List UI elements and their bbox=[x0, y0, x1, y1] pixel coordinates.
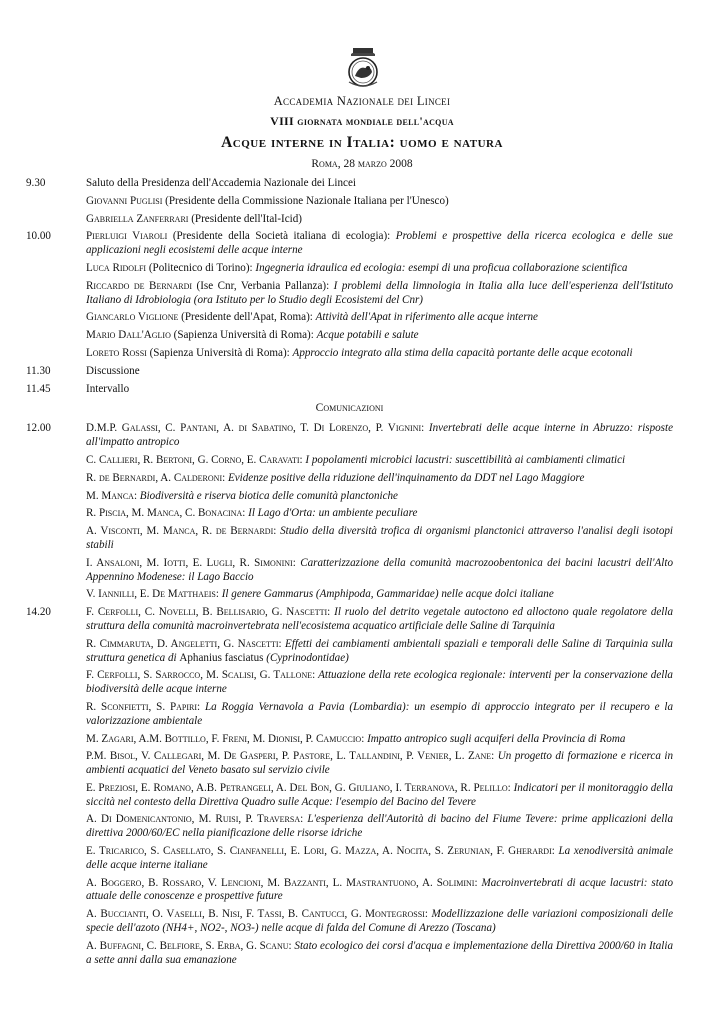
talk-title: Effetti dei cambiamenti ambientali spaziali e temporali delle Saline di Tarquinia sulla struttura genetica di bbox=[86, 637, 673, 664]
event-date: Roma, 28 marzo 2008 bbox=[311, 158, 413, 170]
program-time bbox=[26, 733, 86, 747]
academy-crest-logo bbox=[343, 44, 383, 90]
authors: D.M.P. Galassi, C. Pantani, A. di Sabatino, T. Di Lorenzo, P. Vignini: bbox=[86, 422, 425, 435]
talk-title: L'esperienza dell'Autorità di bacino del Fiume Tevere: prime applicazioni della direttiva 2000/60/EC nella pianificazione delle risorse idriche bbox=[86, 813, 673, 840]
communication-row bbox=[26, 490, 673, 504]
program-time: 9.30 bbox=[26, 177, 46, 189]
talk-title: Acque potabili e salute bbox=[316, 329, 419, 342]
talk-title: I popolamenti microbici lacustri: suscettibilità ai cambiamenti climatici bbox=[302, 453, 626, 466]
talk-title: Evidenze positive della riduzione dell'inquinamento da DDT nel Lago Maggiore bbox=[225, 471, 585, 484]
authors: A. Boggero, B. Rossaro, V. Lencioni, M. Bazzanti, L. Mastrantuono, A. Solimini: bbox=[86, 876, 478, 889]
authors: R. Sconfietti, S. Papiri: bbox=[86, 700, 201, 713]
program-row bbox=[26, 347, 673, 361]
program-time bbox=[26, 311, 86, 325]
program-time bbox=[26, 280, 86, 308]
talk-title: La xenodiversità animale delle acque interne italiane bbox=[86, 845, 673, 871]
program-time bbox=[26, 329, 86, 343]
speaker-name: Gabriella Zanferrari bbox=[86, 212, 189, 225]
program-row bbox=[26, 195, 673, 209]
program-time bbox=[26, 813, 86, 841]
speaker-name: Giancarlo Viglione bbox=[86, 311, 179, 324]
talk-title: Problemi e prospettive della ricerca ecologica e delle sue applicazioni negli ecosistemi delle acque interne bbox=[86, 230, 673, 257]
section-heading: Comunicazioni bbox=[315, 402, 384, 415]
program-list bbox=[26, 177, 673, 971]
program-time bbox=[26, 262, 86, 276]
talk-title: La Roggia Vernavola a Pavia (Lombardia): un esempio di approccio integrato per il recupero e la valorizzazione ambientale bbox=[86, 700, 674, 727]
program-row bbox=[26, 213, 673, 227]
authors: C. Callieri, R. Bertoni, G. Corno, E. Caravati: bbox=[86, 453, 303, 466]
talk-title: Attuazione della rete ecologica regionale: interventi per la conservazione della biodiversità delle acque interne bbox=[86, 669, 673, 696]
speaker-name: Pierluigi Viaroli bbox=[86, 230, 168, 243]
program-row bbox=[26, 262, 673, 276]
authors: V. Iannilli, E. De Matthaeis: bbox=[86, 588, 219, 601]
communication-row bbox=[26, 940, 673, 968]
authors: M. Zagari, A.M. Bottillo, F. Freni, M. Dionisi, P. Camuccio: bbox=[86, 732, 365, 745]
authors: R. de Bernardi, A. Calderoni: bbox=[86, 471, 226, 484]
program-time: 12.00 bbox=[26, 422, 51, 435]
communication-row bbox=[26, 606, 673, 634]
program-time bbox=[26, 454, 86, 468]
speaker-name: Loreto Rossi bbox=[86, 346, 147, 359]
speaker-affiliation: (Presidente dell'Ital-Icid) bbox=[188, 212, 302, 225]
authors: A. Visconti, M. Manca, R. de Bernardi: bbox=[86, 525, 277, 538]
talk-title: Un progetto di formazione e ricerca in ambienti acquatici del Veneto basato sul servizio civile bbox=[86, 750, 673, 777]
talk-title: Modellizzazione delle variazioni composizionali delle specie dell'azoto (NH4+, NO2-, NO3-) nelle acque di falda del Comune di Arezzo (Toscana) bbox=[86, 908, 674, 935]
program-time bbox=[26, 845, 86, 873]
program-time bbox=[26, 507, 86, 521]
communication-row bbox=[26, 908, 673, 936]
talk-title: Ingegneria idraulica ed ecologia: esempi di una proficua collaborazione scientifica bbox=[255, 261, 628, 274]
talk-title: Studio della diversità trofica di organismi planctonici attraverso l'analisi degli isotopi stabili bbox=[86, 525, 673, 551]
communication-row bbox=[26, 750, 673, 778]
program-row bbox=[26, 365, 673, 379]
communication-row bbox=[26, 472, 673, 486]
document-title: Acque interne in Italia: uomo e natura bbox=[221, 134, 503, 151]
talk-title: Impatto antropico sugli acquiferi della Provincia di Roma bbox=[364, 732, 626, 745]
program-time bbox=[26, 638, 86, 666]
authors: R. Cimmaruta, D. Angeletti, G. Nascetti: bbox=[86, 637, 282, 650]
speaker-affiliation: (Ise Cnr, Verbania Pallanza): bbox=[192, 279, 334, 292]
authors: P.M. Bisol, V. Callegari, M. De Gasperi, P. Pastore, L. Tallandini, P. Venier, L. Zane: bbox=[86, 750, 495, 763]
communication-row bbox=[26, 813, 673, 841]
communication-row bbox=[26, 422, 673, 450]
program-text: Discussione bbox=[86, 364, 140, 377]
authors: M. Manca: bbox=[86, 489, 138, 502]
speaker-affiliation: (Sapienza Università di Roma): bbox=[146, 346, 293, 359]
program-time bbox=[26, 490, 86, 504]
communication-row bbox=[26, 845, 673, 873]
program-time bbox=[26, 213, 86, 227]
program-time bbox=[26, 472, 86, 486]
talk-title: Caratterizzazione della comunità macrozoobentonica dei bacini lacustri dell'Alto Appennino Modenese: il Lago Baccio bbox=[86, 556, 673, 583]
talk-title: Il genere Gammarus (Amphipoda, Gammaridae) nelle acque dolci italiane bbox=[218, 588, 554, 601]
program-row bbox=[26, 280, 673, 308]
authors: I. Ansaloni, M. Iotti, E. Lugli, R. Simonini: bbox=[86, 556, 296, 569]
communication-row bbox=[26, 782, 673, 810]
program-time bbox=[26, 701, 86, 729]
speaker-affiliation: (Sapienza Università di Roma): bbox=[170, 329, 317, 342]
communication-row bbox=[26, 733, 673, 747]
talk-title: Biodiversità e riserva biotica delle comunità planctoniche bbox=[137, 489, 398, 502]
authors: R. Piscia, M. Manca, C. Bonacina: bbox=[86, 507, 246, 520]
authors: F. Cerfolli, S. Sarrocco, M. Scalisi, G. Tallone: bbox=[86, 669, 316, 682]
program-row bbox=[26, 230, 673, 258]
communication-row bbox=[26, 557, 673, 585]
communication-row bbox=[26, 454, 673, 468]
talk-title: Invertebrati delle acque interne in Abruzzo: risposte all'impatto antropico bbox=[86, 422, 674, 449]
talk-title: Stato ecologico dei corsi d'acqua e implementazione della Direttiva 2000/60 in Italia a sette anni dalla sua emanazione bbox=[86, 939, 673, 966]
talk-title: Attività dell'Apat in riferimento alle acque interne bbox=[315, 311, 538, 324]
speaker-name: Giovanni Puglisi bbox=[86, 194, 163, 207]
talk-title: Il Lago d'Orta: un ambiente peculiare bbox=[245, 507, 418, 520]
program-time bbox=[26, 525, 86, 553]
program-time bbox=[26, 940, 86, 968]
program-time: 14.20 bbox=[26, 606, 51, 619]
speaker-affiliation: (Presidente della Commissione Nazionale Italiana per l'Unesco) bbox=[162, 194, 449, 207]
authors: A. Buffagni, C. Belfiore, S. Erba, G. Scanu: bbox=[86, 939, 292, 952]
species-name: Aphanius fasciatus bbox=[179, 651, 264, 664]
talk-title: Macroinvertebrati di acque lacustri: stato attuale delle conoscenze e prospettive future bbox=[86, 876, 673, 903]
speaker-affiliation: (Politecnico di Torino): bbox=[146, 261, 256, 274]
speaker-affiliation: (Presidente dell'Apat, Roma): bbox=[178, 311, 316, 324]
communication-row bbox=[26, 507, 673, 521]
speaker-name: Mario Dall'Aglio bbox=[86, 329, 171, 342]
program-time bbox=[26, 195, 86, 209]
program-time bbox=[26, 588, 86, 602]
program-text: Intervallo bbox=[86, 382, 130, 395]
communication-row bbox=[26, 669, 673, 697]
program-time bbox=[26, 908, 86, 936]
talk-title: Approccio integrato alla stima della capacità portante delle acque ecotonali bbox=[292, 346, 633, 359]
authors: E. Tricarico, S. Casellato, S. Cianfanelli, E. Lori, G. Mazza, A. Nocita, S. Zerunian, F. Gherardi: bbox=[86, 845, 555, 858]
authors: A. Di Domenicantonio, M. Ruisi, P. Traversa: bbox=[86, 813, 304, 826]
program-time bbox=[26, 347, 86, 361]
event-name: VIII giornata mondiale dell'acqua bbox=[270, 114, 454, 128]
talk-title: I problemi della limnologia in Italia alla luce dell'esperienza dell'Istituto Italiano di Idrobiologia (ora Istituto per lo Studio degli Ecosistemi del Cnr) bbox=[86, 279, 674, 306]
communication-row bbox=[26, 701, 673, 729]
program-time: 11.30 bbox=[26, 364, 51, 377]
communication-row bbox=[26, 877, 673, 905]
program-row bbox=[26, 329, 673, 343]
program-row bbox=[26, 311, 673, 325]
program-row bbox=[26, 177, 673, 191]
speaker-affiliation: (Presidente della Società italiana di ecologia): bbox=[167, 230, 396, 243]
talk-title: Il ruolo del detrito vegetale autoctono ed alloctono quale regolatore della struttura della comunità macroinvertebrata nell'ecosistema acquatico artificiale delle Saline di Tarquinia bbox=[86, 606, 674, 632]
communication-row bbox=[26, 588, 673, 602]
communication-row bbox=[26, 525, 673, 553]
program-time: 10.00 bbox=[26, 230, 51, 243]
authors: F. Cerfolli, C. Novelli, B. Bellisario, G. Nascetti: bbox=[86, 606, 331, 619]
talk-title-tail: (Cyprinodontidae) bbox=[263, 651, 349, 664]
program-text: Saluto della Presidenza dell'Accademia Nazionale dei Lincei bbox=[86, 177, 356, 189]
program-time bbox=[26, 669, 86, 697]
authors: E. Preziosi, E. Romano, A.B. Petrangeli, A. Del Bon, G. Giuliano, I. Terranova, R. Pelillo: bbox=[86, 781, 511, 794]
program-row bbox=[26, 383, 673, 397]
program-time bbox=[26, 782, 86, 810]
program-time bbox=[26, 557, 86, 585]
institution-name: Accademia Nazionale dei Lincei bbox=[273, 94, 451, 108]
communication-row bbox=[26, 638, 673, 666]
speaker-name: Riccardo de Bernardi bbox=[86, 279, 193, 292]
talk-title: Indicatori per il monitoraggio della siccità nel contesto della Direttiva Quadro sulle Acque: l'esempio del Bacino del Tevere bbox=[86, 781, 673, 808]
program-time: 11.45 bbox=[26, 382, 51, 395]
program-time bbox=[26, 750, 86, 778]
speaker-name: Luca Ridolfi bbox=[86, 261, 147, 274]
program-time bbox=[26, 877, 86, 905]
authors: A. Buccianti, O. Vaselli, B. Nisi, F. Tassi, B. Cantucci, G. Montegrossi: bbox=[86, 908, 428, 921]
